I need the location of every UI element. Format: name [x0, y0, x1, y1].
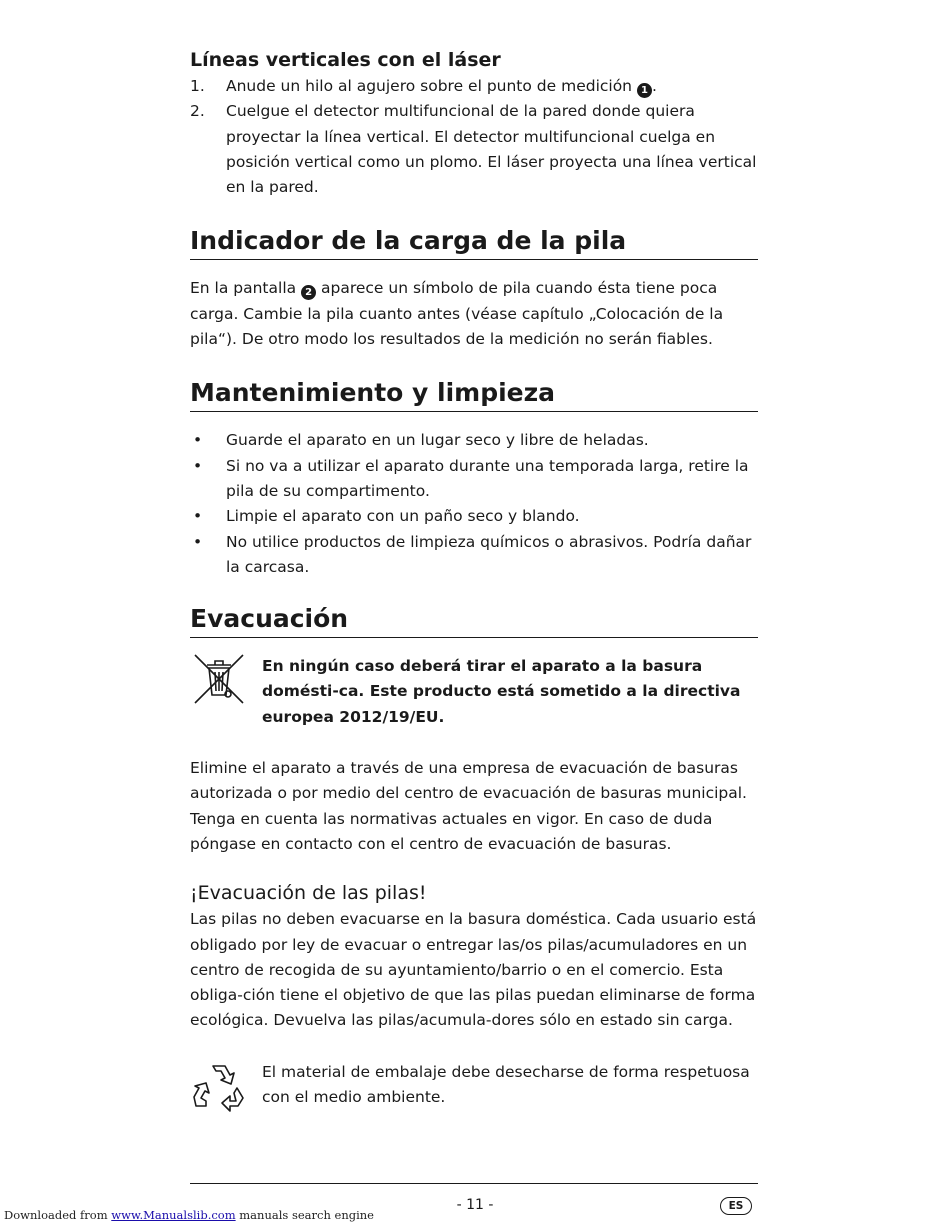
- disposal-paragraph: Elimine el aparato a través de una empresa de evacuación de basuras autorizada o por medio del centro de evacuación de basuras municipal. Tenga en cuenta las normativas actuales en vigor. En caso de duda póngase en contacto con el centro de evacuación de basuras.: [190, 759, 747, 853]
- list-item-text: Guarde el aparato en un lugar seco y libre de heladas.: [226, 431, 649, 450]
- list-item: [190, 530, 758, 581]
- bullet: •: [193, 431, 203, 450]
- battery-text-pre: En la pantalla: [190, 279, 297, 298]
- page-number: - 11 -: [456, 1197, 494, 1213]
- manualslib-link[interactable]: www.Manualslib.com: [111, 1208, 236, 1222]
- list-item: [190, 504, 758, 529]
- steps-list: [190, 74, 758, 200]
- footer-divider: [190, 1183, 758, 1184]
- weee-warning-text: En ningún caso deberá tirar el aparato a la basura domésti-ca. Este producto está sometido a la directiva europea 2012/19/EU.: [262, 657, 741, 726]
- callout-marker-1: 1: [637, 83, 652, 98]
- step-number: 2.: [190, 102, 205, 121]
- weee-warning: [190, 654, 758, 730]
- bullet: •: [193, 456, 203, 475]
- list-item: [190, 454, 758, 505]
- list-item-text: No utilice productos de limpieza químicos o abrasivos. Podría dañar la carcasa.: [226, 532, 752, 576]
- step-text: Cuelgue el detector multifuncional de la pared donde quiera proyectar la línea vertical. El detector multifuncional cuelga en posición vertical como un plomo. El láser proyecta una línea vertical en la pared.: [226, 102, 757, 197]
- watermark-suffix: manuals search engine: [239, 1208, 374, 1222]
- list-item-text: Si no va a utilizar el aparato durante una temporada larga, retire la pila de su compartimento.: [226, 456, 749, 500]
- bullet: •: [193, 507, 203, 526]
- language-badge: ES: [720, 1197, 752, 1215]
- page-content: [190, 46, 758, 1116]
- battery-text-post: aparece un símbolo de pila cuando ésta tiene poca carga. Cambie la pila cuanto antes (véase capítulo „Colocación de la pila“). De otro modo los resultados de la medición no serán fiables.: [190, 279, 724, 349]
- section-title-battery: Indicador de la carga de la pila: [190, 224, 758, 260]
- crossed-bin-icon: [192, 652, 246, 706]
- batteries-paragraph: Las pilas no deben evacuarse en la basura doméstica. Cada usuario está obligado por ley de evacuar o entregar las/os pilas/acumuladores en un centro de recogida de su ayuntamiento/barrio o en el comercio. Esta obliga-ción tiene el objetivo de que las pilas puedan eliminarse de forma ecológica. Devuelva las pilas/acumula-dores sólo en estado sin carga.: [190, 910, 757, 1030]
- callout-marker-2: 2: [301, 285, 316, 300]
- packaging-text: El material de embalaje debe desecharse de forma respetuosa con el medio ambiente.: [262, 1062, 750, 1107]
- list-item-text: Limpie el aparato con un paño seco y blando.: [226, 507, 580, 526]
- subsection-title-batteries: ¡Evacuación de las pilas!: [190, 882, 427, 905]
- list-item: [190, 74, 758, 99]
- subsection-title-vertical-lines: Líneas verticales con el láser: [190, 49, 501, 71]
- step-text-end: .: [651, 77, 657, 95]
- step-number: 1.: [190, 77, 205, 95]
- packaging-note: [190, 1060, 758, 1116]
- watermark-prefix: Downloaded from: [4, 1208, 108, 1222]
- battery-paragraph: [190, 276, 758, 352]
- step-text: Anude un hilo al agujero sobre el punto de medición: [226, 77, 633, 95]
- list-item: [190, 428, 758, 453]
- download-watermark: [4, 1208, 374, 1222]
- maintenance-list: [190, 428, 758, 580]
- bullet: •: [193, 532, 203, 551]
- section-title-disposal: Evacuación: [190, 602, 758, 638]
- list-item: [190, 99, 758, 200]
- recycle-icon: [192, 1058, 246, 1112]
- section-title-maintenance: Mantenimiento y limpieza: [190, 376, 758, 412]
